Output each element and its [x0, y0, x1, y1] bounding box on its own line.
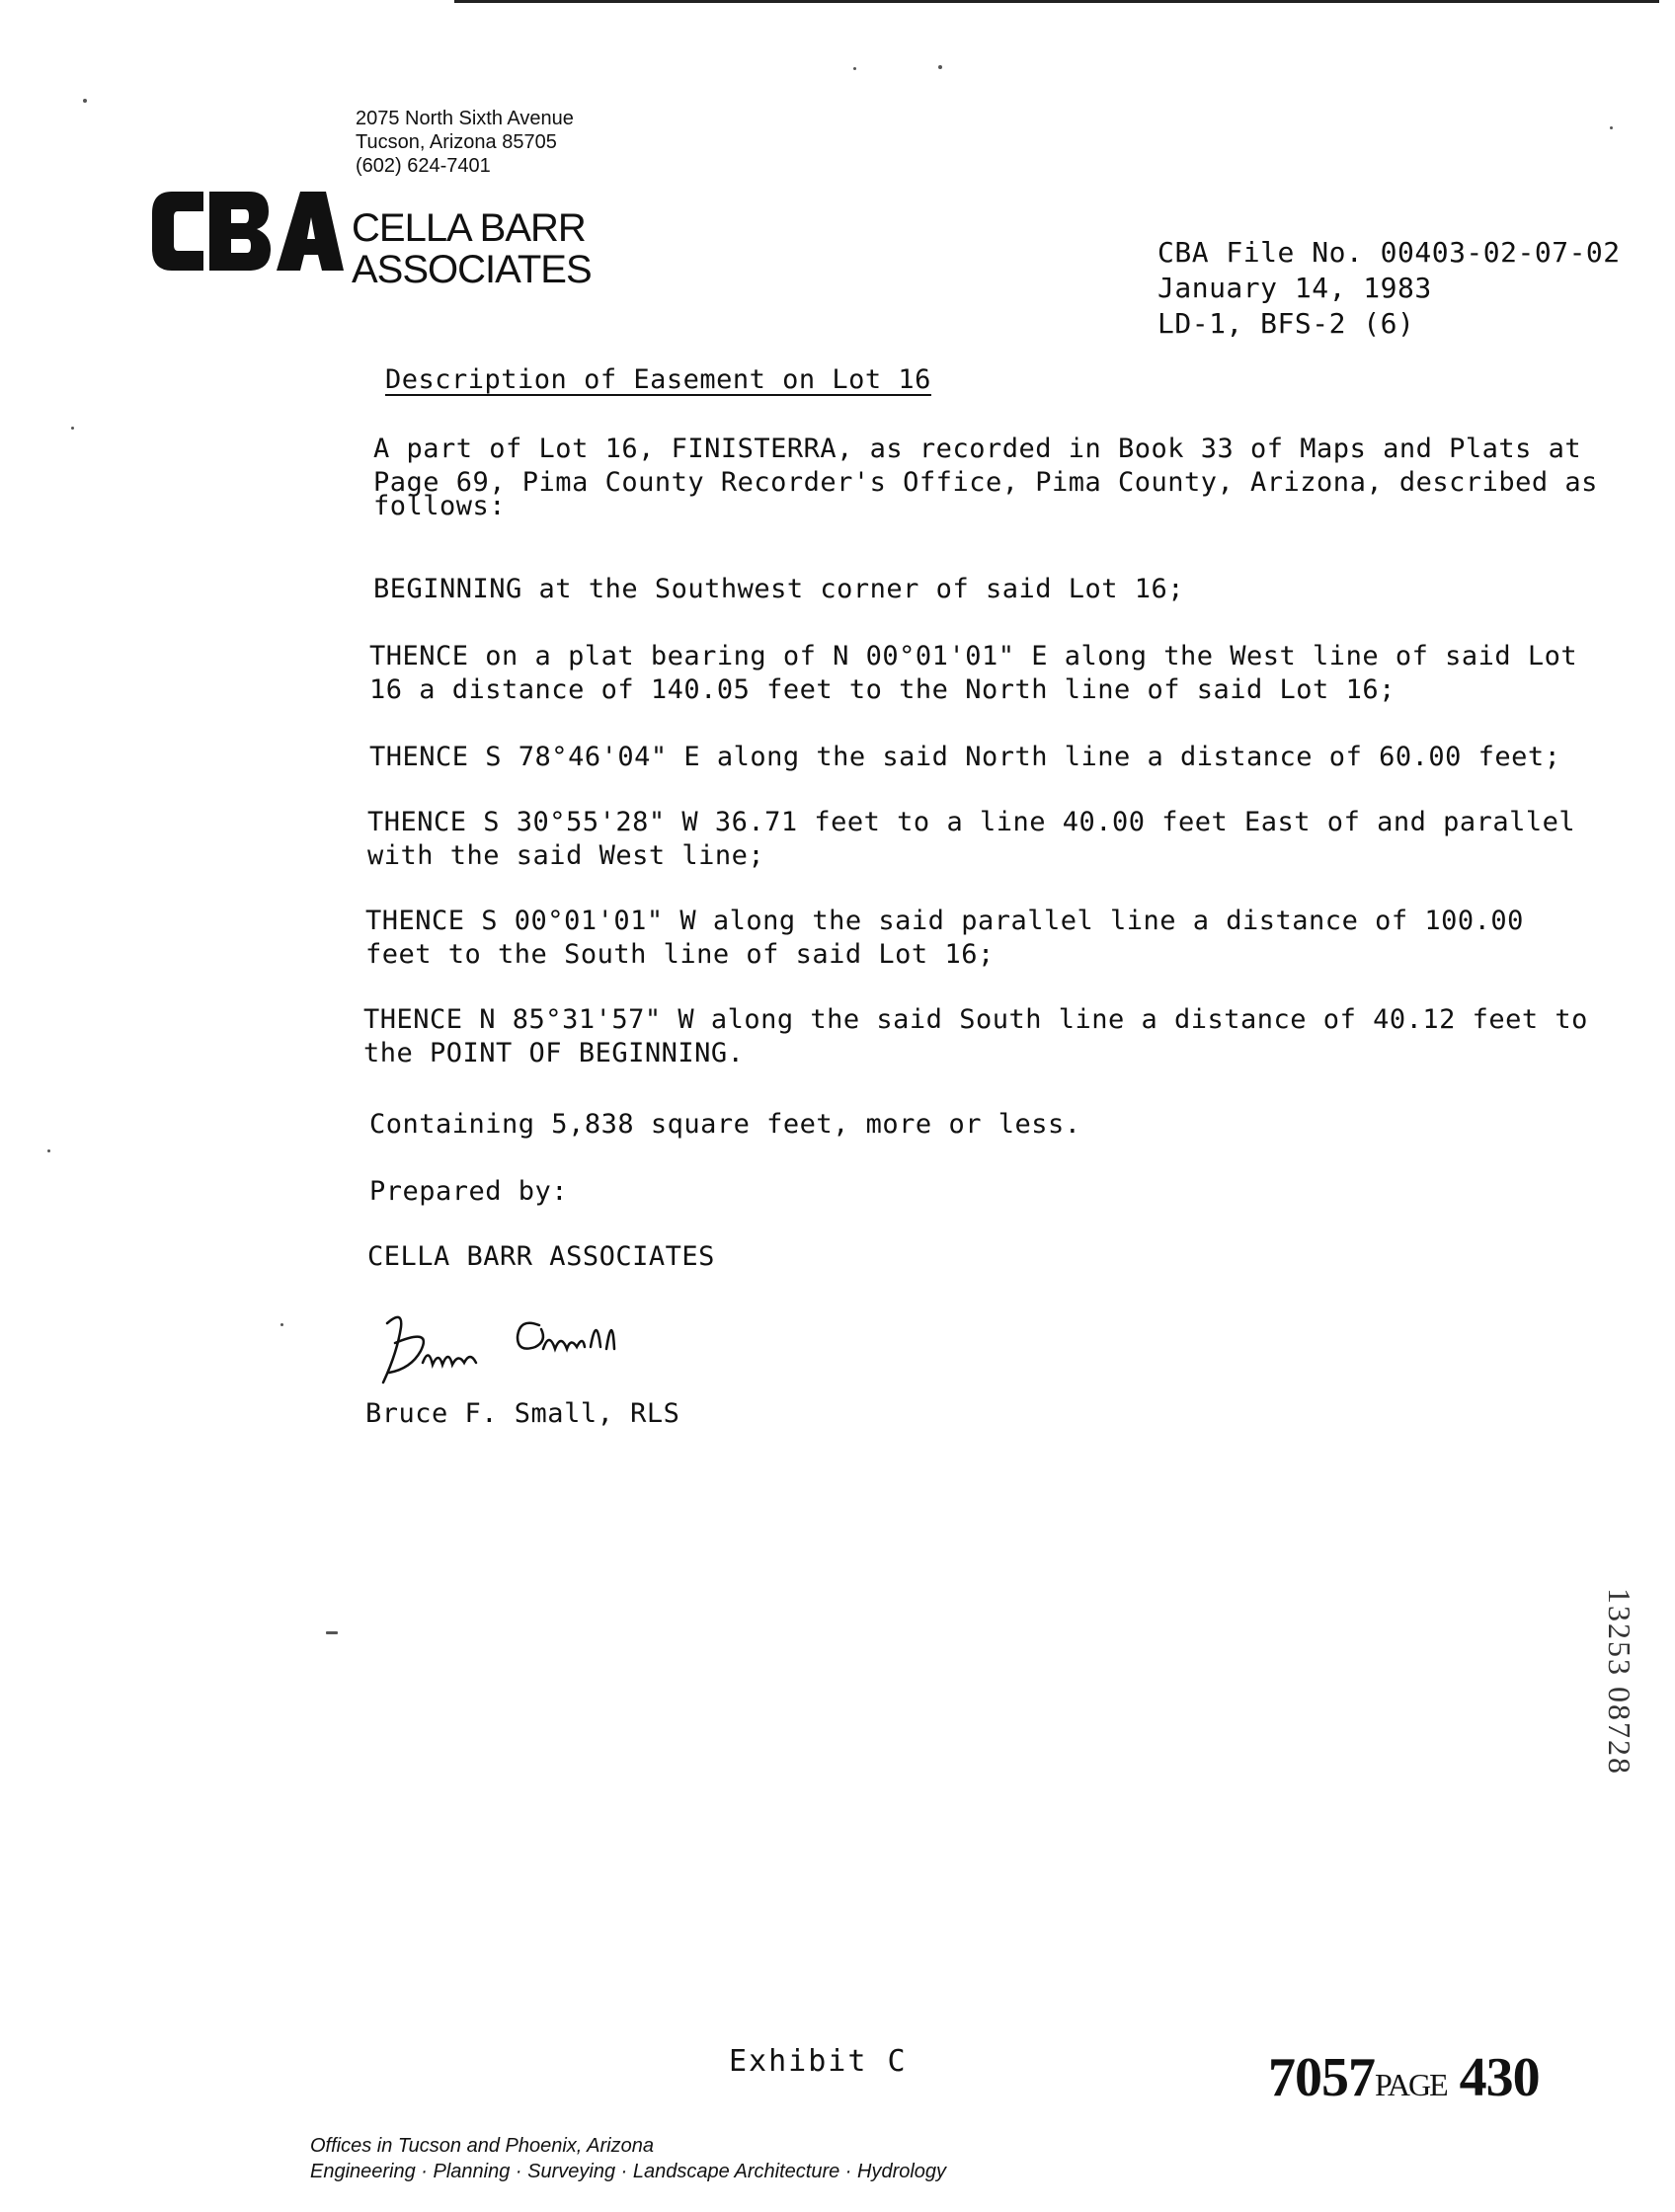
- page-label: PAGE: [1375, 2067, 1447, 2102]
- cba-logo: [146, 184, 348, 278]
- page-number: 430: [1459, 2047, 1540, 2108]
- scan-speck: [853, 67, 856, 70]
- text-line: THENCE N 85°31'57" W along the said South line a distance of 40.12 feet to: [363, 1004, 1588, 1035]
- paragraph-beginning: [373, 573, 1184, 606]
- paragraph-course-2: [369, 741, 1560, 774]
- paragraph-description: [373, 433, 1598, 523]
- scan-speck: [71, 427, 74, 430]
- text-line: Prepared by:: [369, 1176, 569, 1207]
- letterhead-footer: [310, 2133, 946, 2184]
- address-line-2: Tucson, Arizona 85705: [356, 131, 557, 153]
- footer-offices: Offices in Tucson and Phoenix, Arizona: [310, 2135, 654, 2157]
- reference-code: LD-1, BFS-2 (6): [1157, 307, 1415, 340]
- text-line: Containing 5,838 square feet, more or less.: [369, 1109, 1081, 1140]
- text-line: BEGINNING at the Southwest corner of said Lot 16;: [373, 574, 1185, 604]
- top-edge-rule: [454, 0, 1659, 3]
- exhibit-label: Exhibit C: [729, 2044, 908, 2079]
- document-date: January 14, 1983: [1157, 272, 1432, 304]
- paragraph-prepared-by: [369, 1175, 568, 1209]
- text-line: with the said West line;: [367, 840, 765, 871]
- paragraph-course-1: [369, 640, 1577, 707]
- paragraph-area: [369, 1108, 1080, 1142]
- document-heading: Description of Easement on Lot 16: [385, 364, 931, 395]
- recorder-side-number: 13253 08728: [1602, 1588, 1637, 1776]
- scan-speck: [326, 1631, 338, 1634]
- company-name-line-1: CELLA BARR: [352, 206, 586, 250]
- document-body: [363, 363, 1647, 1450]
- scan-speck: [1610, 126, 1613, 129]
- signer-name: Bruce F. Small, RLS: [365, 1398, 680, 1429]
- text-line: follows:: [373, 491, 507, 521]
- text-line: 16 a distance of 140.05 feet to the North line of said Lot 16;: [369, 674, 1396, 705]
- scan-speck: [47, 1149, 50, 1152]
- file-info-block: [1157, 235, 1621, 342]
- company-name: [352, 207, 592, 290]
- book-number: 7057: [1268, 2047, 1375, 2108]
- paragraph-course-3: [367, 806, 1575, 873]
- paragraph-course-4: [365, 905, 1524, 972]
- book-page-stamp: [1268, 2046, 1540, 2109]
- phone-number: (602) 624-7401: [356, 155, 491, 177]
- text-line: THENCE S 78°46'04" E along the said North line a distance of 60.00 feet;: [369, 742, 1561, 772]
- text-line: THENCE S 30°55'28" W 36.71 feet to a line 40.00 feet East of and parallel: [367, 807, 1576, 837]
- paragraph-course-5: [363, 1003, 1588, 1070]
- text-line: the POINT OF BEGINNING.: [363, 1038, 745, 1068]
- paragraph-firm: [367, 1240, 715, 1274]
- address-line-1: 2075 North Sixth Avenue: [356, 108, 574, 129]
- handwritten-signature: [373, 1304, 679, 1392]
- text-line: THENCE S 00°01'01" W along the said parallel line a distance of 100.00: [365, 906, 1524, 936]
- text-line: A part of Lot 16, FINISTERRA, as recorded in Book 33 of Maps and Plats at: [373, 434, 1582, 464]
- company-name-line-2: ASSOCIATES: [352, 248, 592, 291]
- text-line: THENCE on a plat bearing of N 00°01'01" E along the West line of said Lot: [369, 641, 1578, 672]
- text-line: CELLA BARR ASSOCIATES: [367, 1241, 715, 1272]
- scan-speck: [83, 99, 87, 103]
- scan-speck: [938, 65, 942, 69]
- file-number: CBA File No. 00403-02-07-02: [1157, 236, 1621, 269]
- text-line: feet to the South line of said Lot 16;: [365, 939, 995, 970]
- footer-services: Engineering · Planning · Surveying · Landscape Architecture · Hydrology: [310, 2161, 947, 2182]
- letterhead-address: [356, 107, 574, 178]
- text-line: Page 69, Pima County Recorder's Office, Pima County, Arizona, described as: [373, 467, 1598, 498]
- scan-speck: [280, 1323, 283, 1326]
